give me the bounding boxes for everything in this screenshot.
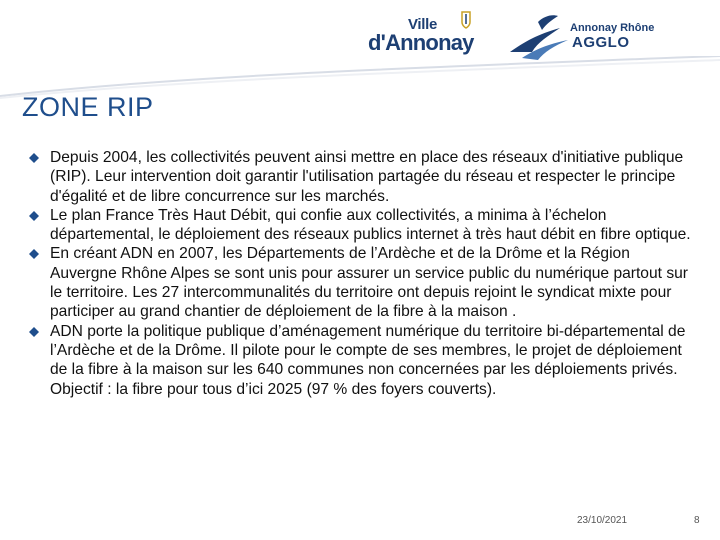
- bullet-item: [28, 148, 698, 206]
- logo-ville-big-text: d'Annonay: [368, 30, 474, 55]
- slide-header: [0, 0, 720, 100]
- bullet-item: [28, 322, 698, 399]
- bullet-text: En créant ADN en 2007, les Départements de l’Ardèche et de la Drôme et la Région Auvergne Rhône Alpes se sont unis pour assurer un service public du numérique partout sur le territoire. Les 27 intercommunalités du territoire ont depuis rejoint le syndicat mixte pour participer au grand chantier de déploiement de la fibre à la maison .: [50, 245, 688, 321]
- logo-agglo-top-text: Annonay Rhône: [570, 22, 655, 34]
- ville-annonay-logo: [368, 10, 494, 72]
- agglo-bird-icon: [508, 12, 572, 66]
- logo-ville-small-text: Ville: [408, 16, 438, 33]
- slide-title: ZONE RIP: [22, 92, 154, 122]
- bullet-item: [28, 206, 698, 245]
- ville-emblem-icon: [456, 10, 476, 72]
- bullet-text: Depuis 2004, les collectivités peuvent ainsi mettre en place des réseaux d'initiative publique (RIP). Leur intervention doit garantir l'utilisation partagée du réseau et respecter le principe d'égalité et de libre concurrence sur les marchés.: [50, 149, 684, 205]
- diamond-bullet-icon: [29, 327, 39, 337]
- footer-date: 23/10/2021: [577, 515, 628, 526]
- bullet-item: [28, 244, 698, 321]
- diamond-bullet-icon: [29, 211, 39, 221]
- bullet-text: ADN porte la politique publique d’aménagement numérique du territoire bi-départemental de l’Ardèche et de la Drôme. Il pilote pour le compte de ses membres, le projet de déploiement de la fibre à la maison sur les 640 communes non concernées par les déploiements privés. Objectif : la fibre pour tous d’ici 2025 (97 % des foyers couverts).: [50, 322, 686, 398]
- annonay-rhone-agglo-logo: [508, 12, 658, 68]
- page-number: 8: [694, 515, 700, 526]
- bullet-list: [28, 148, 698, 399]
- diamond-bullet-icon: [29, 153, 39, 163]
- logo-agglo-bottom-text: AGGLO: [572, 34, 630, 51]
- bullet-text: Le plan France Très Haut Débit, qui confie aux collectivités, a minima à l’échelon départemental, le déploiement des réseaux publics internet à très haut débit en fibre optique.: [50, 206, 691, 244]
- diamond-bullet-icon: [29, 249, 39, 259]
